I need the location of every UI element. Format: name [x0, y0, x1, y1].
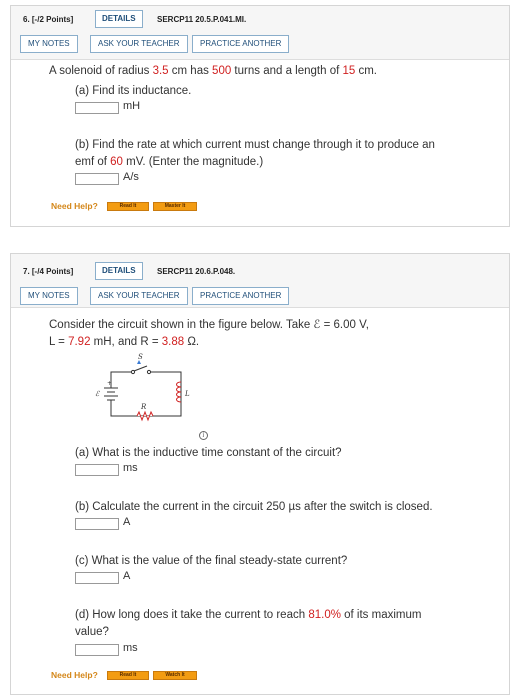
my-notes-button[interactable]: MY NOTES — [20, 35, 78, 53]
part-d-prompt-line1: (d) How long does it take the current to reach 81.0% of its maximum — [75, 609, 422, 621]
emf-label: ℰ — [95, 390, 100, 398]
plus-label: + — [107, 380, 113, 387]
watch-it-button[interactable]: Watch It — [153, 671, 197, 680]
question-6-panel — [10, 5, 510, 227]
answer-b-unit: A — [123, 516, 131, 528]
top-left-wire — [111, 372, 131, 378]
problem-code: SERCP11 20.5.P.041.MI. — [157, 15, 247, 24]
question-7-header — [11, 254, 509, 308]
my-notes-button[interactable]: MY NOTES — [20, 287, 78, 305]
answer-c-unit: A — [123, 570, 131, 582]
details-button[interactable]: DETAILS — [95, 10, 143, 28]
percent-value: 81.0% — [308, 609, 341, 621]
answer-b-input[interactable] — [75, 173, 119, 185]
emf-value: 60 — [110, 156, 123, 168]
question-text-line1: Consider the circuit shown in the figure below. Take ℰ = 6.00 V, — [49, 319, 369, 331]
master-it-button[interactable]: Master It — [153, 202, 197, 211]
length-value: 15 — [342, 65, 356, 77]
inductor — [177, 382, 182, 402]
turns-value: 500 — [212, 65, 232, 77]
answer-a-input[interactable] — [75, 102, 119, 114]
question-7-panel — [10, 253, 510, 695]
part-b-prompt-line1: (b) Find the rate at which current must change through it to produce an — [75, 139, 435, 151]
switch-right-contact — [147, 370, 150, 373]
problem-code: SERCP11 20.6.P.048. — [157, 267, 236, 276]
answer-c-input[interactable] — [75, 572, 119, 584]
read-it-button[interactable]: Read It — [107, 202, 149, 211]
answer-b-unit: A/s — [123, 171, 139, 183]
details-button[interactable]: DETAILS — [95, 262, 143, 280]
practice-another-button[interactable]: PRACTICE ANOTHER — [192, 35, 289, 53]
need-help-label: Need Help? — [51, 201, 98, 211]
answer-a-input[interactable] — [75, 464, 119, 476]
question-number: 7. [-/4 Points] — [23, 267, 74, 276]
answer-d-input[interactable] — [75, 644, 119, 656]
answer-d-unit: ms — [123, 642, 138, 654]
part-b-prompt-line2: emf of 60 mV. (Enter the magnitude.) — [75, 156, 264, 168]
resistor-label: R — [141, 403, 147, 411]
ask-teacher-button[interactable]: ASK YOUR TEACHER — [90, 287, 188, 305]
part-d-prompt-line2: value? — [75, 626, 109, 638]
ask-teacher-button[interactable]: ASK YOUR TEACHER — [90, 35, 188, 53]
part-a-prompt: (a) Find its inductance. — [75, 85, 192, 97]
part-c-prompt: (c) What is the value of the final steady-state current? — [75, 555, 348, 567]
radius-value: 3.5 — [152, 65, 169, 77]
question-text: A solenoid of radius 3.5 cm has 500 turns and a length of 15 cm. — [49, 65, 378, 77]
switch-label: S — [138, 353, 143, 361]
question-7-body — [11, 308, 509, 694]
need-help-label: Need Help? — [51, 670, 98, 680]
question-6-body — [11, 60, 509, 226]
question-6-header — [11, 6, 509, 60]
question-number: 6. [-/2 Points] — [23, 15, 74, 24]
resistor — [137, 412, 153, 420]
answer-a-unit: ms — [123, 462, 138, 474]
read-it-button[interactable]: Read It — [107, 671, 149, 680]
inductance-value: 7.92 — [68, 336, 91, 348]
switch-blade — [134, 366, 147, 371]
info-icon[interactable]: i — [199, 431, 208, 440]
answer-a-unit: mH — [123, 100, 141, 112]
inductor-label: L — [185, 390, 190, 398]
part-a-prompt: (a) What is the inductive time constant of the circuit? — [75, 447, 342, 459]
part-b-prompt: (b) Calculate the current in the circuit 250 µs after the switch is closed. — [75, 501, 433, 513]
question-text-line2: L = 7.92 mH, and R = 3.88 Ω. — [49, 336, 200, 348]
answer-b-input[interactable] — [75, 518, 119, 530]
circuit-figure — [85, 352, 195, 436]
practice-another-button[interactable]: PRACTICE ANOTHER — [192, 287, 289, 305]
resistance-value: 3.88 — [161, 336, 185, 348]
